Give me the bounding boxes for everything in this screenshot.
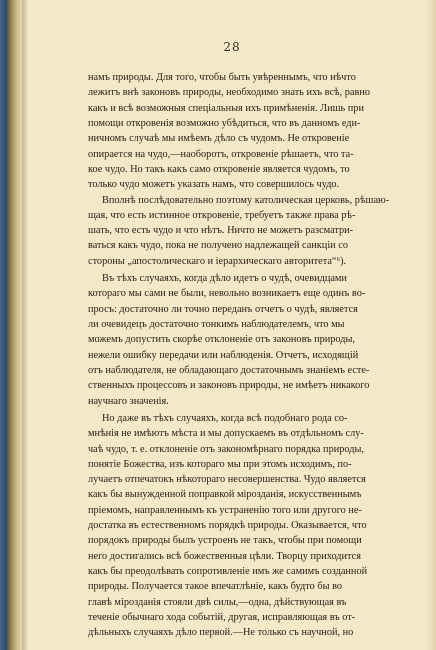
text-line: кое чудо. Но такъ какъ само откровеніе является чудомъ, то [88, 163, 350, 175]
text-line: теченіе обычнаго хода событій, другая, исправляющая въ от- [88, 611, 356, 623]
body-text [88, 70, 426, 641]
text-line: опирается на чудо,—наоборотъ, откровеніе рѣшаетъ, что та- [88, 148, 354, 160]
text-line: ственныхъ процессовъ и законовъ природы, не имѣетъ никакого [88, 380, 370, 392]
text-line: намъ природы. Для того, чтобы быть увѣреннымъ, что нѣчто [88, 72, 356, 83]
text-line: природы. Получается такое впечатлѣніе, какъ будто бы во [88, 581, 343, 593]
text-line: нежели ошибку передачи или наблюденія. Отчетъ, исходящій [88, 349, 359, 361]
text-line: чаѣ чудо, т. е. отклоненіе отъ закономѣрнаго порядка природы, [88, 443, 364, 455]
text-line: ли очевидецъ достаточно тонкимъ наблюдателемъ, что мы [88, 319, 345, 330]
text-line: Но даже въ тѣхъ случаяхъ, когда всѣ подобнаго рода со- [102, 412, 348, 424]
text-line: порядокъ природы былъ устроенъ не такъ, чтобы при помощи [88, 535, 362, 547]
text-line: Въ тѣхъ случаяхъ, когда дѣло идетъ о чудѣ, очевидцами [102, 273, 347, 285]
text-line: только чудо можетъ указать намъ, что совершилось чудо. [88, 179, 340, 191]
text-line: дѣльныхъ случаяхъ дѣло первой.—Не только съ научной, но [88, 627, 354, 639]
text-line: научнаго значенія. [88, 395, 169, 407]
text-line: Вполнѣ послѣдовательно поэтому католическая церковь, рѣшаю- [102, 194, 390, 206]
text-line: достатка въ естественномъ порядкѣ природы. Оказывается, что [88, 520, 367, 532]
text-line: щая, что есть истинное откровеніе, требуетъ также права рѣ- [88, 209, 356, 221]
text-line: какъ и всѣ возможныя спеціальныя ихъ примѣненія. Лишь при [88, 102, 364, 114]
page-edge-shadow [426, 0, 436, 650]
text-line: какъ бы преодолѣвать сопротивленіе имъ же самимъ созданной [88, 566, 368, 577]
text-line: главѣ мірозданія стояли двѣ силы,—одна, дѣйствующая въ [88, 596, 347, 608]
text-line: ваться какъ чудо, пока не получено надлежащей санкціи со [88, 240, 348, 252]
book-spine [0, 0, 22, 650]
text-line: отъ наблюдателя, не обладающаго достаточнымъ знаніемъ есте- [88, 364, 370, 376]
text-line: котораго мы сами не были, невольно возникаетъ еще одинъ во- [88, 288, 366, 300]
text-line: понятіе Божества, изъ котораго мы при этомъ исходимъ, по- [88, 458, 352, 470]
text-line: стороны „апостолическаго и іерархическаго авторитета“⁶). [88, 255, 347, 267]
text-line: ничномъ случаѣ мы имѣемъ дѣло съ чудомъ. Не откровеніе [88, 133, 350, 145]
page-number: 28 [223, 40, 241, 54]
text-line: шать, что есть чудо и что нѣтъ. Ничто не можетъ разсматри- [88, 225, 354, 237]
text-line: можемъ допустить скорѣе отклоненіе отъ законовъ природы, [88, 334, 355, 346]
text-line: помощи откровенія возможно убѣдиться, что въ данномъ еди- [88, 117, 361, 129]
text-line: просъ: достаточно ли точно переданъ отчетъ о чудѣ, является [88, 303, 358, 315]
text-line: него достигались всѣ божественныя цѣли. Творцу приходится [88, 550, 361, 562]
text-line: какъ бы вынужденной поправкой мірозданія, искусственнымъ [88, 489, 362, 501]
text-line: мнѣнія не имѣютъ мѣста и мы допускаемъ въ отдѣльномъ слу- [88, 428, 364, 440]
text-line: пріемомъ, направленнымъ къ устраненію того или другого не- [88, 504, 362, 516]
text-line: лежитъ внѣ законовъ природы, необходимо знать ихъ всѣ, равно [88, 87, 371, 99]
text-line: лучаетъ отпечатокъ нѣкотораго несовершенства. Чудо является [88, 474, 366, 486]
